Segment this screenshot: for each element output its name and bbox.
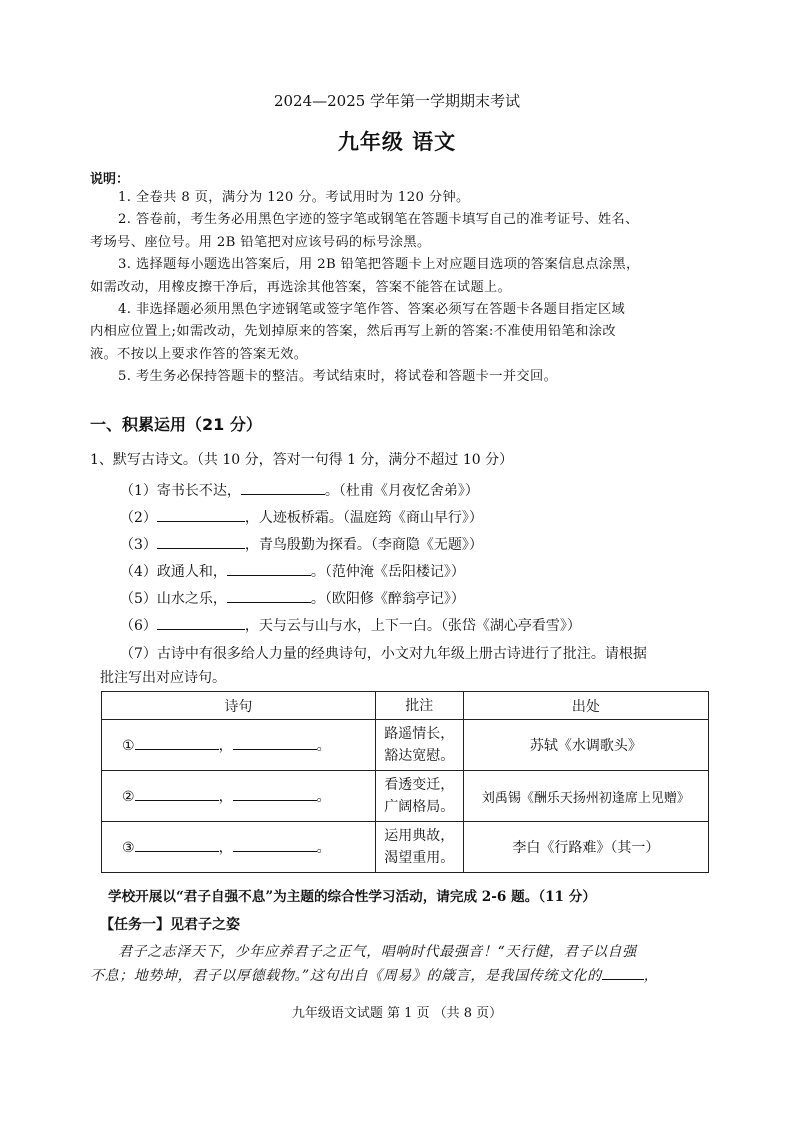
poem-line-cell [102,771,376,822]
instruction-line: 4. 非选择题必须用黑色字迹钢笔或签字笔作答、答案必须写在答题卡各题目指定区域 [118,302,626,317]
item-after: ，天与云与山与水，上下一白。（张岱《湖心亭看雪》） [244,618,581,634]
table-header: 出处 [463,692,708,720]
section-title: 一、积累运用（21 分） [90,415,262,434]
task-1-paragraph-line: 君子之志泽天下，少年应养君子之正气，唱响时代最强音！“天行健，君子以自强 [118,944,637,960]
poem-line-cell [102,822,376,873]
table-row [102,771,709,822]
answer-blank[interactable] [135,737,219,750]
item-after: 。（范仲淹《岳阳楼记》） [310,564,465,580]
dictation-item-1 [120,480,479,500]
paragraph-end: ， [643,968,659,984]
question-1-stem: 1、默写古诗文。（共 10 分，答对一句得 1 分，满分不超过 10 分） [90,452,514,468]
exam-title: 2024—2025 学年第一学期期末考试 [273,92,521,110]
instruction-line: 考场号、座位号。用 2B 铅笔把对应该号码的标号涂黑。 [90,235,431,250]
comment-cell [375,720,463,771]
comment-cell [375,822,463,873]
instruction-line: 如需改动，用橡皮擦干净后，再选涂其他答案，答案不能答在试题上。 [90,280,512,295]
item-after: ，人迹板桥霜。（温庭筠《商山早行》） [244,510,483,526]
instruction-line: 1. 全卷共 8 页，满分为 120 分。考试用时为 120 分钟。 [118,190,470,205]
answer-blank[interactable] [233,839,317,852]
instructions-heading: 说明： [90,172,130,187]
answer-blank[interactable] [157,509,245,522]
separator: ， [218,738,233,754]
instruction-line: 内相应位置上;如需改动，先划掉原来的答案，然后再写上新的答案:不准使用铅笔和涂改 [90,324,617,339]
item-number: （4） [120,564,157,580]
answer-blank[interactable] [241,482,325,495]
answer-blank[interactable] [227,563,311,576]
item-number: （1） [120,483,157,499]
instruction-line: 2. 答卷前，考生务必用黑色字迹的签字笔或钢笔在答题卡填写自己的准考证号、姓名、 [118,212,639,227]
end-mark: 。 [316,738,331,754]
answer-blank[interactable] [135,839,219,852]
item-after: ，青鸟殷勤为探看。（李商隐《无题》） [244,537,483,553]
item-number: （2） [120,510,157,526]
answer-blank[interactable] [227,590,311,603]
task-1-title: 【任务一】见君子之姿 [100,917,240,933]
table-header: 诗句 [102,692,376,720]
comment-line: 豁达宽慰。 [384,748,455,764]
comment-line: 运用典故， [384,828,455,844]
end-mark: 。 [316,840,331,856]
separator: ， [218,840,233,856]
separator: ， [218,789,233,805]
dictation-item-4 [120,561,465,581]
annotation-table [101,691,709,873]
activity-intro: 学校开展以“君子自强不息”为主题的综合性学习活动，请完成 2-6 题。（11 分） [108,889,596,905]
dictation-item-6 [120,615,581,635]
row-mark: ① [122,738,135,754]
comment-line: 渴望重用。 [384,850,455,866]
answer-blank[interactable] [233,788,317,801]
source-cell: 李白《行路难》（其一） [463,822,708,873]
comment-line: 广阔格局。 [384,799,455,815]
row-mark: ② [122,789,135,805]
item-before: 山水之乐， [156,591,227,607]
dictation-item-2 [120,507,483,527]
end-mark: 。 [316,789,331,805]
task-1-paragraph-line [90,965,658,985]
answer-blank[interactable] [157,617,245,630]
instruction-line: 3. 选择题每小题选出答案后，用 2B 铅笔把答题卡上对应题目选项的答案信息点涂黑， [118,257,640,272]
answer-blank[interactable] [157,536,245,549]
subject-title: 九年级 语文 [337,130,457,154]
item-after: 。（欧阳修《醉翁亭记》） [310,591,465,607]
source-cell: 苏轼《水调歌头》 [463,720,708,771]
comment-line: 路遥情长， [384,726,455,742]
question-7-line2: 批注写出对应诗句。 [100,670,226,686]
table-header-row [102,692,709,720]
instruction-line: 5. 考生务必保持答题卡的整洁。考试结束时，将试卷和答题卡一并交回。 [118,369,558,384]
comment-line: 看透变迁， [384,777,455,793]
poem-line-cell [102,720,376,771]
item-number: （5） [120,591,157,607]
table-row [102,822,709,873]
row-mark: ③ [122,840,135,856]
item-before: 政通人和， [156,564,227,580]
answer-blank[interactable] [135,788,219,801]
answer-blank[interactable] [602,967,644,980]
table-header: 批注 [375,692,463,720]
paragraph-text: 不息；地势坤，君子以厚德载物。”这句出自《周易》的箴言，是我国传统文化的 [90,968,602,984]
dictation-item-5 [120,588,465,608]
comment-cell [375,771,463,822]
page-footer: 九年级语文试题 第 1 页 （共 8 页） [291,1006,503,1021]
item-after: 。（杜甫《月夜忆舍弟》） [324,483,479,499]
dictation-item-3 [120,534,483,554]
item-number: （3） [120,537,157,553]
item-before: 寄书长不达， [156,483,241,499]
source-cell: 刘禹锡《酬乐天扬州初逢席上见赠》 [463,771,708,822]
item-number: （6） [120,618,157,634]
answer-blank[interactable] [233,737,317,750]
question-7-line1: （7）古诗中有很多给人力量的经典诗句，小文对九年级上册古诗进行了批注。请根据 [120,646,647,662]
table-row [102,720,709,771]
instruction-line: 液。不按以上要求作答的答案无效。 [90,347,308,362]
